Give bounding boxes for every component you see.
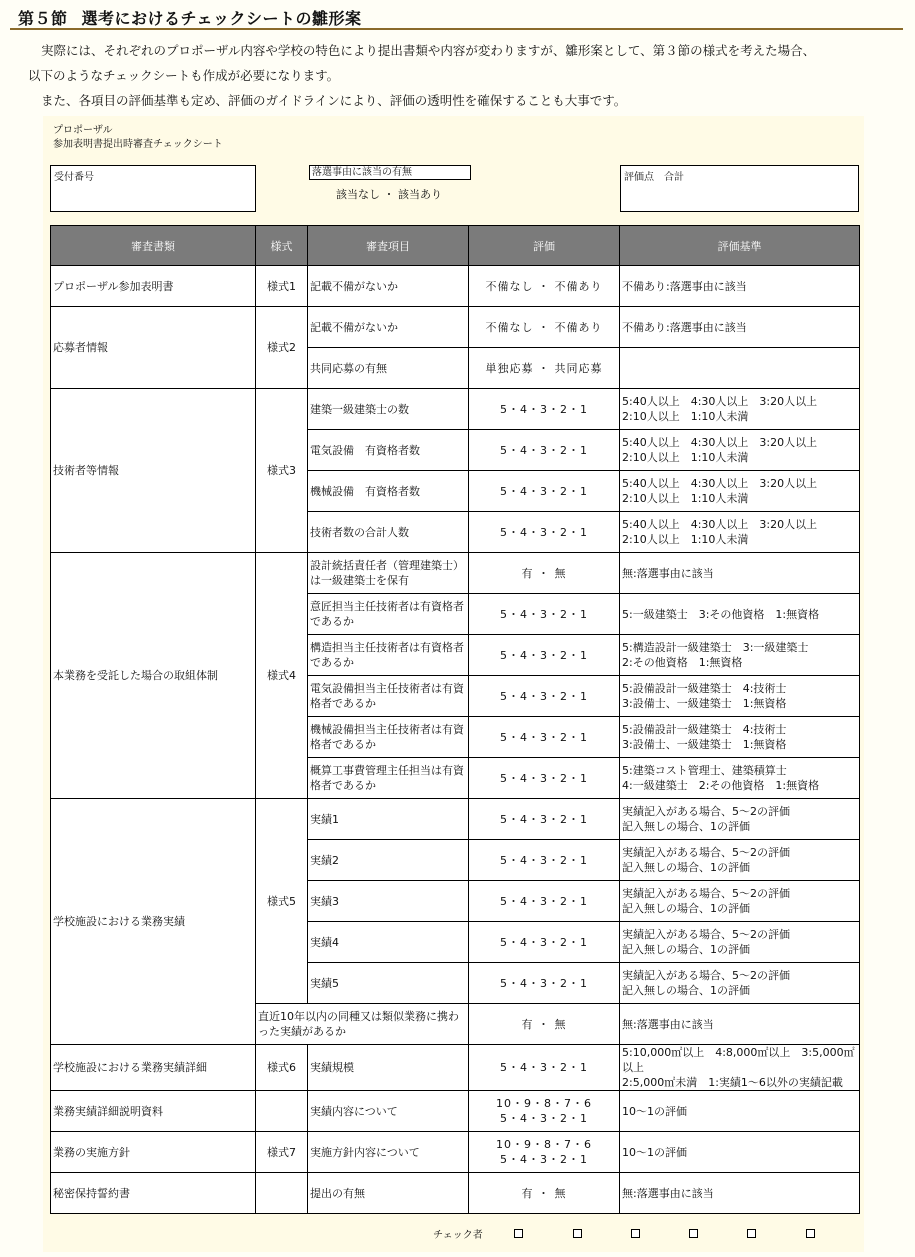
- item-cell: 設計統括責任者（管理建築士）は一級建築士を保有: [308, 553, 469, 594]
- criteria-cell: 5:40人以上 4:30人以上 3:20人以上 2:10人以上 1:10人未満: [620, 471, 860, 512]
- header-criteria: 評価基準: [620, 226, 860, 266]
- criteria-cell: 無:落選事由に該当: [620, 553, 860, 594]
- eval-cell[interactable]: 5・4・3・2・1: [469, 594, 620, 635]
- eval-cell[interactable]: 単独応募 ・ 共同応募: [469, 348, 620, 389]
- table-row: [51, 799, 860, 840]
- form-cell: [256, 1173, 308, 1214]
- receipt-number-label: 受付番号: [54, 172, 94, 183]
- intro-line-2: 以下のようなチェックシートも作成が必要になります。: [28, 68, 340, 83]
- doc-cell: 業務実績詳細説明資料: [51, 1091, 256, 1132]
- disqualify-box[interactable]: [309, 165, 469, 211]
- doc-cell: 応募者情報: [51, 307, 256, 389]
- doc-cell: 学校施設における業務実績詳細: [51, 1045, 256, 1091]
- header-document: 審査書類: [51, 226, 256, 266]
- item-cell: 電気設備担当主任技術者は有資格者であるか: [308, 676, 469, 717]
- eval-cell[interactable]: 5・4・3・2・1: [469, 635, 620, 676]
- checker-checkbox-5[interactable]: [747, 1229, 756, 1238]
- section-heading: 選考におけるチェックシートの雛形案: [81, 9, 362, 28]
- item-cell: 実績4: [308, 922, 469, 963]
- item-cell: 概算工事費管理主任担当は有資格者であるか: [308, 758, 469, 799]
- checker-checkbox-4[interactable]: [689, 1229, 698, 1238]
- eval-cell[interactable]: 5・4・3・2・1: [469, 471, 620, 512]
- header-evaluation: 評価: [469, 226, 620, 266]
- table-row: [51, 1173, 860, 1214]
- form-cell: 様式5: [256, 799, 308, 1004]
- eval-cell[interactable]: 不備なし ・ 不備あり: [469, 307, 620, 348]
- receipt-number-box[interactable]: [50, 165, 256, 212]
- item-cell: 構造担当主任技術者は有資格者であるか: [308, 635, 469, 676]
- checker-checkbox-6[interactable]: [806, 1229, 815, 1238]
- form-cell: 様式4: [256, 553, 308, 799]
- item-cell: 実績内容について: [308, 1091, 469, 1132]
- eval-cell[interactable]: 5・4・3・2・1: [469, 758, 620, 799]
- item-cell: 実施方針内容について: [308, 1132, 469, 1173]
- eval-cell[interactable]: 5・4・3・2・1: [469, 430, 620, 471]
- eval-cell[interactable]: 5・4・3・2・1: [469, 1045, 620, 1091]
- table-row: [51, 307, 860, 348]
- criteria-cell: 不備あり:落選事由に該当: [620, 266, 860, 307]
- eval-cell[interactable]: 5・4・3・2・1: [469, 512, 620, 553]
- doc-cell: 技術者等情報: [51, 389, 256, 553]
- criteria-cell: 5:建築コスト管理士、建築積算士 4:一級建築士 2:その他資格 1:無資格: [620, 758, 860, 799]
- form-cell: 様式3: [256, 389, 308, 553]
- criteria-cell: 実績記入がある場合、5～2の評価 記入無しの場合、1の評価: [620, 963, 860, 1004]
- eval-cell[interactable]: 5・4・3・2・1: [469, 840, 620, 881]
- item-cell: 技術者数の合計人数: [308, 512, 469, 553]
- eval-cell[interactable]: 有 ・ 無: [469, 1004, 620, 1045]
- eval-cell[interactable]: 5・4・3・2・1: [469, 922, 620, 963]
- criteria-cell: 実績記入がある場合、5～2の評価 記入無しの場合、1の評価: [620, 840, 860, 881]
- criteria-cell: 不備あり:落選事由に該当: [620, 307, 860, 348]
- score-total-label: 評価点 合計: [624, 172, 684, 183]
- checker-checkbox-1[interactable]: [514, 1229, 523, 1238]
- criteria-cell: 実績記入がある場合、5～2の評価 記入無しの場合、1の評価: [620, 799, 860, 840]
- disqualify-options: 該当なし ・ 該当あり: [336, 188, 442, 201]
- doc-cell: 本業務を受託した場合の取組体制: [51, 553, 256, 799]
- section-number: 第５節: [18, 9, 68, 28]
- item-cell: 意匠担当主任技術者は有資格者であるか: [308, 594, 469, 635]
- table-row: [51, 1132, 860, 1173]
- intro-text: [28, 38, 908, 113]
- item-cell: 実績2: [308, 840, 469, 881]
- checker-checkbox-2[interactable]: [573, 1229, 582, 1238]
- eval-cell[interactable]: 5・4・3・2・1: [469, 799, 620, 840]
- eval-cell[interactable]: 5・4・3・2・1: [469, 389, 620, 430]
- header-form: 様式: [256, 226, 308, 266]
- eval-cell[interactable]: 有 ・ 無: [469, 553, 620, 594]
- item-cell: 記載不備がないか: [308, 266, 469, 307]
- eval-cell[interactable]: 10・9・8・7・6 5・4・3・2・1: [469, 1132, 620, 1173]
- eval-cell[interactable]: 5・4・3・2・1: [469, 881, 620, 922]
- item-cell: 機械設備担当主任技術者は有資格者であるか: [308, 717, 469, 758]
- criteria-cell: 5:一級建築士 3:その他資格 1:無資格: [620, 594, 860, 635]
- doc-cell: 学校施設における業務実績: [51, 799, 256, 1045]
- criteria-cell: 実績記入がある場合、5～2の評価 記入無しの場合、1の評価: [620, 922, 860, 963]
- item-cell: 提出の有無: [308, 1173, 469, 1214]
- doc-cell: 秘密保持誓約書: [51, 1173, 256, 1214]
- sheet-header-line-1: プロポーザル: [53, 125, 113, 136]
- eval-cell[interactable]: 有 ・ 無: [469, 1173, 620, 1214]
- criteria-cell: 5:40人以上 4:30人以上 3:20人以上 2:10人以上 1:10人未満: [620, 430, 860, 471]
- eval-cell[interactable]: 10・9・8・7・6 5・4・3・2・1: [469, 1091, 620, 1132]
- table-row: [51, 1091, 860, 1132]
- criteria-cell: 10～1の評価: [620, 1091, 860, 1132]
- criteria-cell: [620, 348, 860, 389]
- review-table: [50, 225, 860, 1214]
- item-cell: 実績5: [308, 963, 469, 1004]
- eval-cell[interactable]: 5・4・3・2・1: [469, 717, 620, 758]
- item-cell: 実績1: [308, 799, 469, 840]
- criteria-cell: 5:40人以上 4:30人以上 3:20人以上 2:10人以上 1:10人未満: [620, 389, 860, 430]
- form-cell: 様式6: [256, 1045, 308, 1091]
- eval-cell[interactable]: 5・4・3・2・1: [469, 963, 620, 1004]
- table-header-row: [51, 226, 860, 266]
- item-cell: 直近10年以内の同種又は類似業務に携わった実績があるか: [256, 1004, 469, 1045]
- table-row: [51, 553, 860, 594]
- disqualify-label: 落選事由に該当の有無: [309, 165, 471, 180]
- sheet-header: [53, 124, 223, 152]
- form-cell: 様式2: [256, 307, 308, 389]
- criteria-cell: 実績記入がある場合、5～2の評価 記入無しの場合、1の評価: [620, 881, 860, 922]
- eval-cell[interactable]: 5・4・3・2・1: [469, 676, 620, 717]
- item-cell: 実績規模: [308, 1045, 469, 1091]
- intro-line-1: 実際には、それぞれのプロポーザル内容や学校の特色により提出書類や内容が変わりますが、雛形案として、第３節の様式を考えた場合、: [41, 43, 816, 58]
- criteria-cell: 10～1の評価: [620, 1132, 860, 1173]
- table-row: [51, 389, 860, 430]
- item-cell: 共同応募の有無: [308, 348, 469, 389]
- criteria-cell: 5:設備設計一級建築士 4:技術士 3:設備士、一級建築士 1:無資格: [620, 717, 860, 758]
- eval-cell[interactable]: 不備なし ・ 不備あり: [469, 266, 620, 307]
- item-cell: 実績3: [308, 881, 469, 922]
- sheet-header-line-2: 参加表明書提出時審査チェックシート: [53, 139, 223, 150]
- header-item: 審査項目: [308, 226, 469, 266]
- doc-cell: 業務の実施方針: [51, 1132, 256, 1173]
- item-cell: 機械設備 有資格者数: [308, 471, 469, 512]
- form-cell: 様式1: [256, 266, 308, 307]
- criteria-cell: 5:10,000㎡以上 4:8,000㎡以上 3:5,000㎡以上 2:5,000㎡未満 1:実績1～6以外の実績記載: [620, 1045, 860, 1091]
- section-title: [18, 6, 362, 29]
- form-cell: 様式7: [256, 1132, 308, 1173]
- item-cell: 電気設備 有資格者数: [308, 430, 469, 471]
- item-cell: 建築一級建築士の数: [308, 389, 469, 430]
- table-row: [51, 1045, 860, 1091]
- criteria-cell: 5:40人以上 4:30人以上 3:20人以上 2:10人以上 1:10人未満: [620, 512, 860, 553]
- score-total-box[interactable]: [620, 165, 859, 212]
- criteria-cell: 5:構造設計一級建築士 3:一級建築士 2:その他資格 1:無資格: [620, 635, 860, 676]
- doc-cell: プロポーザル参加表明書: [51, 266, 256, 307]
- intro-line-3: また、各項目の評価基準も定め、評価のガイドラインにより、評価の透明性を確保することも大事です。: [41, 93, 627, 108]
- title-divider: [10, 28, 903, 30]
- checker-checkbox-3[interactable]: [631, 1229, 640, 1238]
- criteria-cell: 無:落選事由に該当: [620, 1004, 860, 1045]
- checker-label: チェック者: [433, 1230, 483, 1241]
- table-row: [51, 266, 860, 307]
- criteria-cell: 無:落選事由に該当: [620, 1173, 860, 1214]
- form-cell: [256, 1091, 308, 1132]
- criteria-cell: 5:設備設計一級建築士 4:技術士 3:設備士、一級建築士 1:無資格: [620, 676, 860, 717]
- item-cell: 記載不備がないか: [308, 307, 469, 348]
